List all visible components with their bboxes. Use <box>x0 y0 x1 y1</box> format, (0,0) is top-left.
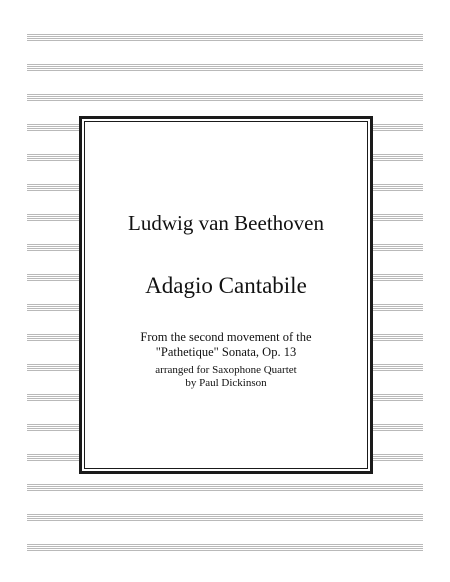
arrangement-line-1: arranged for Saxophone Quartet <box>155 364 297 376</box>
staff-lines <box>373 424 423 432</box>
staff-lines <box>373 304 423 312</box>
staff-lines <box>27 214 79 222</box>
staff-lines <box>373 364 423 372</box>
staff-lines <box>27 94 423 102</box>
staff-lines <box>27 484 423 492</box>
arrangement-credit <box>82 364 370 389</box>
staff-lines <box>27 184 79 192</box>
source-note <box>82 330 370 360</box>
composer-name: Ludwig van Beethoven <box>128 211 324 235</box>
staff-lines <box>27 244 79 252</box>
arranger-line: by Paul Dickinson <box>185 376 267 389</box>
staff-lines <box>27 334 79 342</box>
source-line-1: From the second movement of the <box>140 330 312 344</box>
staff-lines <box>373 334 423 342</box>
staff-lines <box>27 454 79 462</box>
staff-lines <box>27 394 79 402</box>
staff-lines <box>27 274 79 282</box>
staff-lines <box>373 274 423 282</box>
staff-lines <box>373 454 423 462</box>
staff-lines <box>373 184 423 192</box>
staff-lines <box>27 64 423 72</box>
staff-lines <box>27 424 79 432</box>
staff-lines <box>373 214 423 222</box>
title-frame <box>79 116 373 474</box>
staff-lines <box>27 124 79 132</box>
staff-lines <box>27 364 79 372</box>
staff-lines <box>373 154 423 162</box>
staff-lines <box>27 304 79 312</box>
staff-lines <box>27 34 423 42</box>
staff-lines <box>373 394 423 402</box>
piece-title: Adagio Cantabile <box>145 273 307 298</box>
staff-lines <box>27 154 79 162</box>
staff-lines <box>27 514 423 522</box>
staff-lines <box>373 244 423 252</box>
staff-lines <box>27 544 423 552</box>
staff-lines <box>373 124 423 132</box>
source-line-2: "Pathetique" Sonata, Op. 13 <box>155 345 297 359</box>
